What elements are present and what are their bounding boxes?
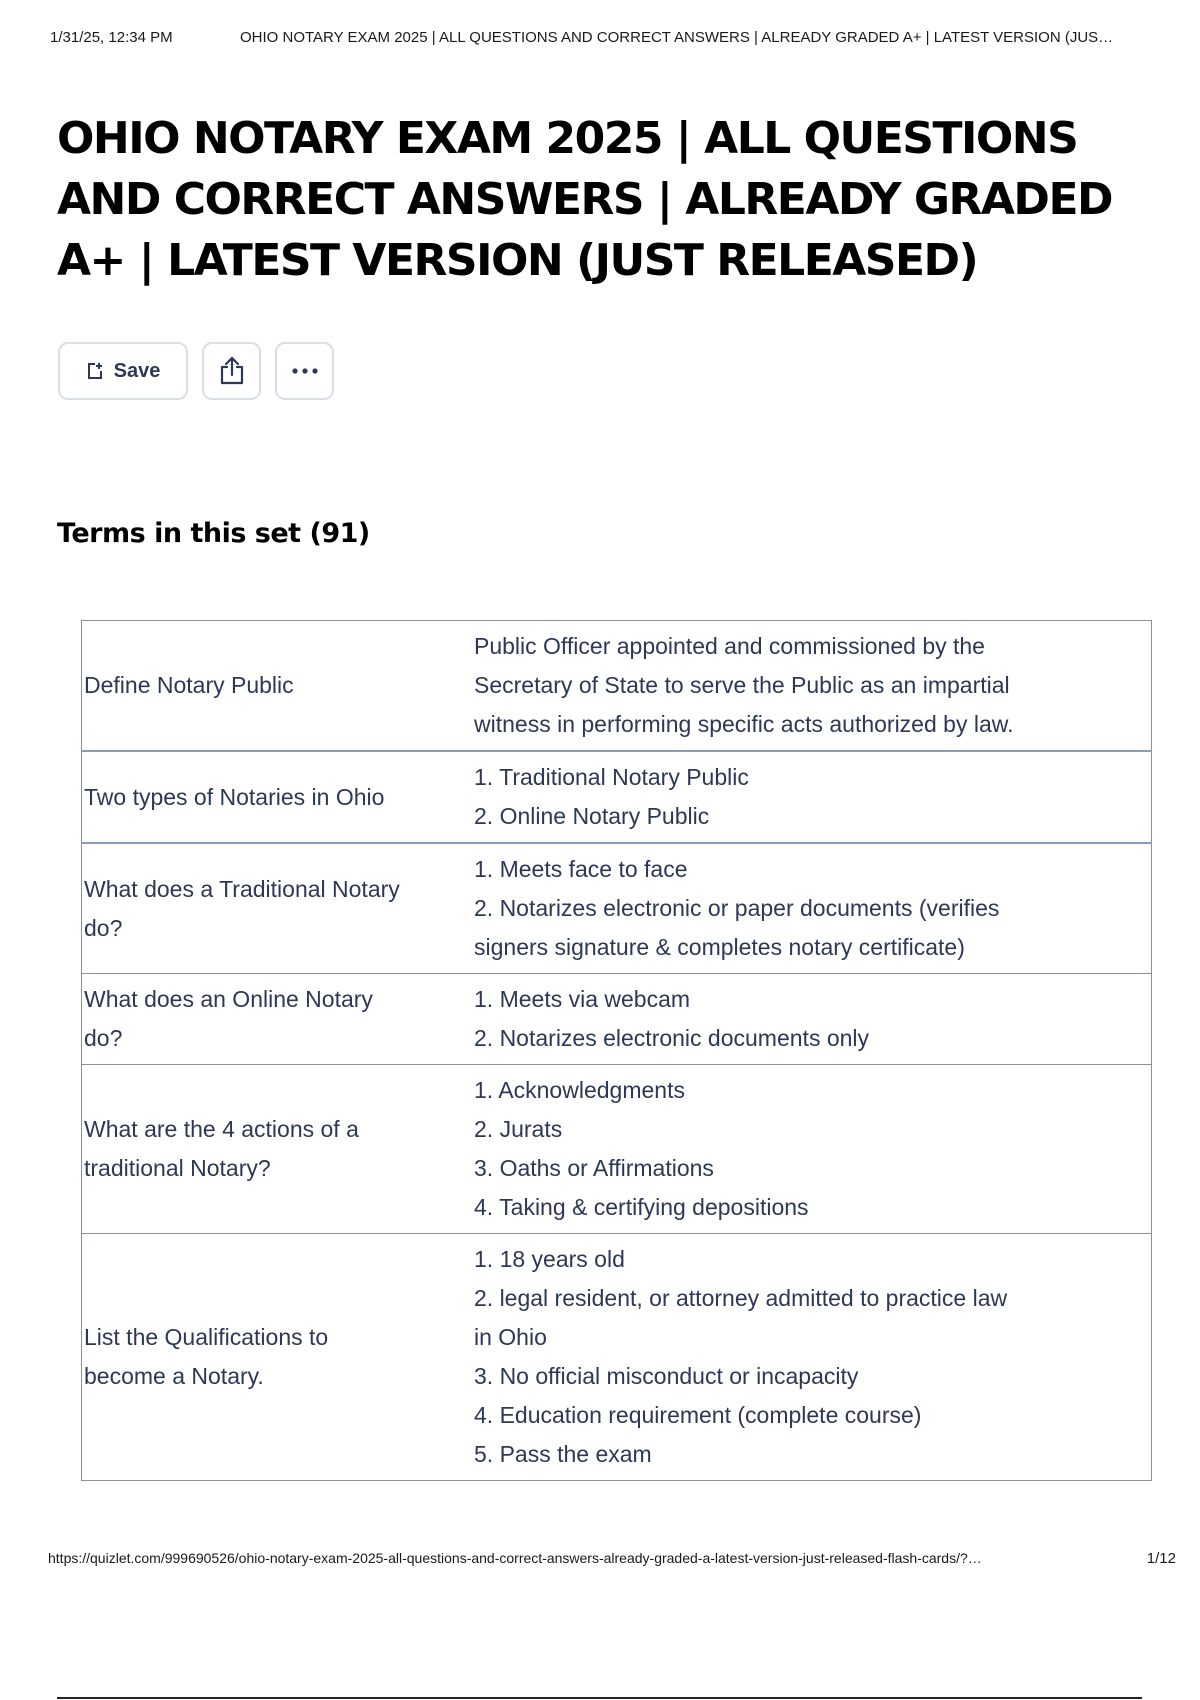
divider [57,1697,1142,1699]
definition-text [424,1234,1152,1481]
term-text: List the Qualifications to become a Notary. [82,1234,425,1481]
more-button[interactable] [275,342,334,400]
definition-line: Public Officer appointed and commissioned by the [474,633,985,659]
print-doc-title: OHIO NOTARY EXAM 2025 | ALL QUESTIONS AND CORRECT ANSWERS | ALREADY GRADED A+ | LATEST VERSION (JUS… [240,29,1114,46]
definition-line: witness in performing specific acts authorized by law. [474,711,1014,737]
more-icon [291,367,319,375]
definition-text [424,974,1152,1065]
definition-line: 2. Notarizes electronic documents only [474,1025,870,1051]
print-date: 1/31/25, 12:34 PM [50,29,173,46]
page-title: OHIO NOTARY EXAM 2025 | ALL QUESTIONS AND CORRECT ANSWERS | ALREADY GRADED A+ | LATEST VERSION (JUST RELEASED) [57,113,1113,286]
term-row [82,1234,1152,1481]
save-label: Save [113,359,161,382]
term-text: What does a Traditional Notary do? [82,843,425,974]
definition-line: 4. Education requirement (complete course) [474,1402,922,1428]
definition-text [424,621,1152,752]
term-text: What are the 4 actions of a traditional Notary? [82,1065,425,1234]
definition-line: 2. Jurats [474,1116,563,1142]
term-row [82,974,1152,1065]
terms-table [81,620,1152,1481]
definition-text [424,751,1152,843]
definition-line: 5. Pass the exam [474,1441,652,1467]
share-button[interactable] [202,342,261,400]
definition-line: 4. Taking & certifying depositions [474,1194,809,1220]
save-button[interactable] [58,342,188,400]
definition-line: 2. Notarizes electronic or paper documents (verifies [474,895,1000,921]
definition-line: 1. 18 years old [474,1246,625,1272]
definition-line: in Ohio [474,1324,547,1350]
definition-line: 1. Meets face to face [474,856,688,882]
terms-heading: Terms in this set (91) [57,518,370,549]
share-icon [218,356,246,386]
definition-line: 2. Online Notary Public [474,803,710,829]
term-row [82,751,1152,843]
definition-line: Secretary of State to serve the Public as an impartial [474,672,1010,698]
term-text: Two types of Notaries in Ohio [82,751,425,843]
definition-line: 1. Acknowledgments [474,1077,685,1103]
definition-line: 1. Meets via webcam [474,986,691,1012]
definition-text [424,1065,1152,1234]
term-row [82,843,1152,974]
definition-line: signers signature & completes notary certificate) [474,934,965,960]
definition-line: 3. Oaths or Affirmations [474,1155,714,1181]
page-number: 1/12 [1146,1550,1176,1567]
term-row [82,1065,1152,1234]
definition-line: 3. No official misconduct or incapacity [474,1363,859,1389]
term-text: What does an Online Notary do? [82,974,425,1065]
term-row [82,621,1152,752]
action-bar [58,342,334,400]
definition-line: 1. Traditional Notary Public [474,764,749,790]
definition-line: 2. legal resident, or attorney admitted to practice law [474,1285,1008,1311]
save-icon [86,362,104,380]
term-text: Define Notary Public [82,621,425,752]
print-url: https://quizlet.com/999690526/ohio-notary-exam-2025-all-questions-and-correct-answers-already-graded-a-latest-version-just-released-flash-cards/?… [48,1550,982,1566]
definition-text [424,843,1152,974]
